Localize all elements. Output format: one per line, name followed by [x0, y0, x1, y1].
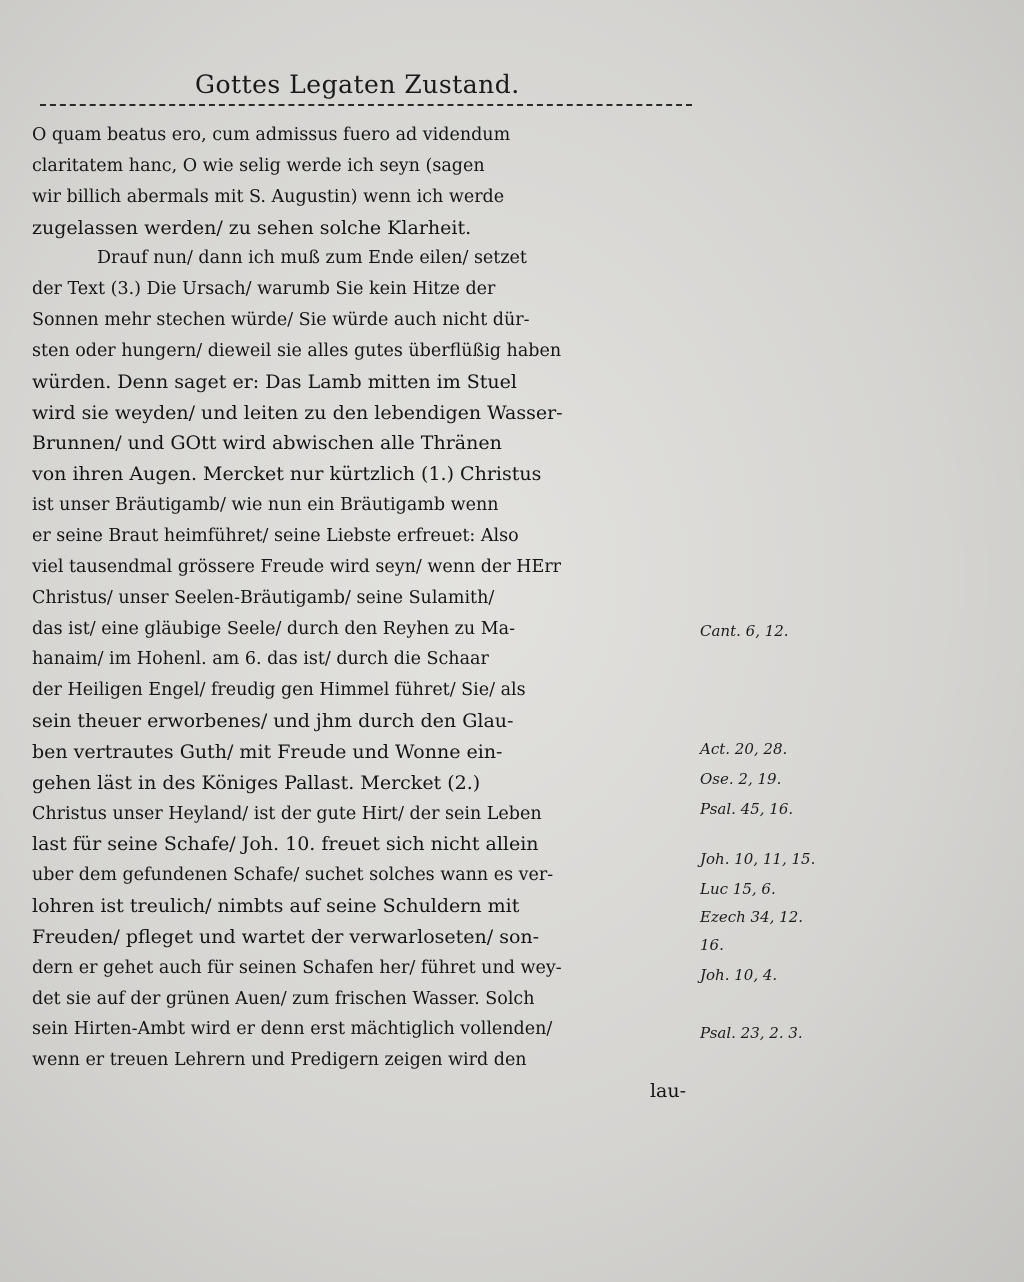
text-line: det sie auf der grünen Auen/ zum frischen Wasser. Solch: [32, 988, 535, 1009]
marginal-note: Act. 20, 28.: [700, 740, 788, 758]
text-line: claritatem hanc, O wie selig werde ich seyn (sagen: [32, 155, 485, 176]
text-line: er seine Braut heimführet/ seine Liebste erfreuet: Also: [32, 525, 519, 546]
marginal-note: Joh. 10, 4.: [700, 966, 778, 984]
running-header: Gottes Legaten Zustand.: [195, 70, 520, 99]
text-line: würden. Denn saget er: Das Lamb mitten im Stuel: [32, 370, 517, 393]
marginal-note: Ose. 2, 19.: [700, 770, 782, 788]
marginal-note: Joh. 10, 11, 15.: [700, 850, 816, 868]
text-line: sten oder hungern/ dieweil sie alles gutes überflüßig haben: [32, 340, 562, 361]
text-line: Drauf nun/ dann ich muß zum Ende eilen/ setzet: [97, 248, 527, 269]
text-line: ben vertrautes Guth/ mit Freude und Wonne ein-: [32, 740, 503, 763]
text-line: das ist/ eine gläubige Seele/ durch den Reyhen zu Ma-: [32, 618, 515, 639]
text-line: wenn er treuen Lehrern und Predigern zeigen wird den: [32, 1050, 527, 1071]
text-line: last für seine Schafe/ Joh. 10. freuet sich nicht allein: [32, 833, 539, 856]
text-line: Freuden/ pfleget und wartet der verwarloseten/ son-: [32, 925, 540, 948]
marginal-note: Psal. 45, 16.: [700, 800, 794, 818]
text-line: Christus unser Heyland/ ist der gute Hirt/ der sein Leben: [32, 803, 542, 824]
text-line: der Heiligen Engel/ freudig gen Himmel führet/ Sie/ als: [32, 680, 526, 701]
text-line: Sonnen mehr stechen würde/ Sie würde auch nicht dür-: [32, 310, 530, 331]
text-line: hanaim/ im Hohenl. am 6. das ist/ durch die Schaar: [32, 649, 489, 670]
text-line: gehen läst in des Königes Pallast. Mercket (2.): [32, 771, 481, 794]
text-line: wir billich abermals mit S. Augustin) wenn ich werde: [32, 186, 505, 207]
header-rule: [40, 104, 692, 106]
text-line: zugelassen werden/ zu sehen solche Klarheit.: [32, 216, 472, 239]
marginal-note: Psal. 23, 2. 3.: [700, 1024, 803, 1042]
text-line: viel tausendmal grössere Freude wird seyn/ wenn der HErr: [32, 556, 562, 577]
text-line: sein theuer erworbenes/ und jhm durch den Glau-: [32, 710, 514, 733]
marginal-note: Luc 15, 6.: [700, 880, 776, 898]
text-line: sein Hirten-Ambt wird er denn erst mächtiglich vollenden/: [32, 1019, 553, 1040]
main-text-block: [32, 120, 694, 1107]
catchword: lau-: [649, 1080, 686, 1103]
marginal-note: Ezech 34, 12.: [700, 908, 804, 926]
text-line: O quam beatus ero, cum admissus fuero ad videndum: [32, 125, 511, 145]
text-line: lohren ist treulich/ nimbts auf seine Schuldern mit: [32, 895, 520, 918]
text-line: dern er gehet auch für seinen Schafen her/ führet und wey-: [32, 957, 562, 978]
marginal-note: 16.: [700, 936, 724, 954]
text-line: uber dem gefundenen Schafe/ suchet solches wann es ver-: [32, 865, 554, 886]
text-line: Christus/ unser Seelen-Bräutigamb/ seine Sulamith/: [32, 587, 495, 608]
marginal-note: Cant. 6, 12.: [700, 622, 789, 640]
text-line: der Text (3.) Die Ursach/ warumb Sie kein Hitze der: [32, 279, 496, 300]
text-line: von ihren Augen. Mercket nur kürtzlich (1.) Christus: [32, 463, 542, 486]
text-line: Brunnen/ und GOtt wird abwischen alle Thränen: [32, 432, 502, 455]
text-line: ist unser Bräutigamb/ wie nun ein Bräutigamb wenn: [32, 495, 499, 516]
text-line: wird sie weyden/ und leiten zu den lebendigen Wasser-: [32, 401, 563, 424]
